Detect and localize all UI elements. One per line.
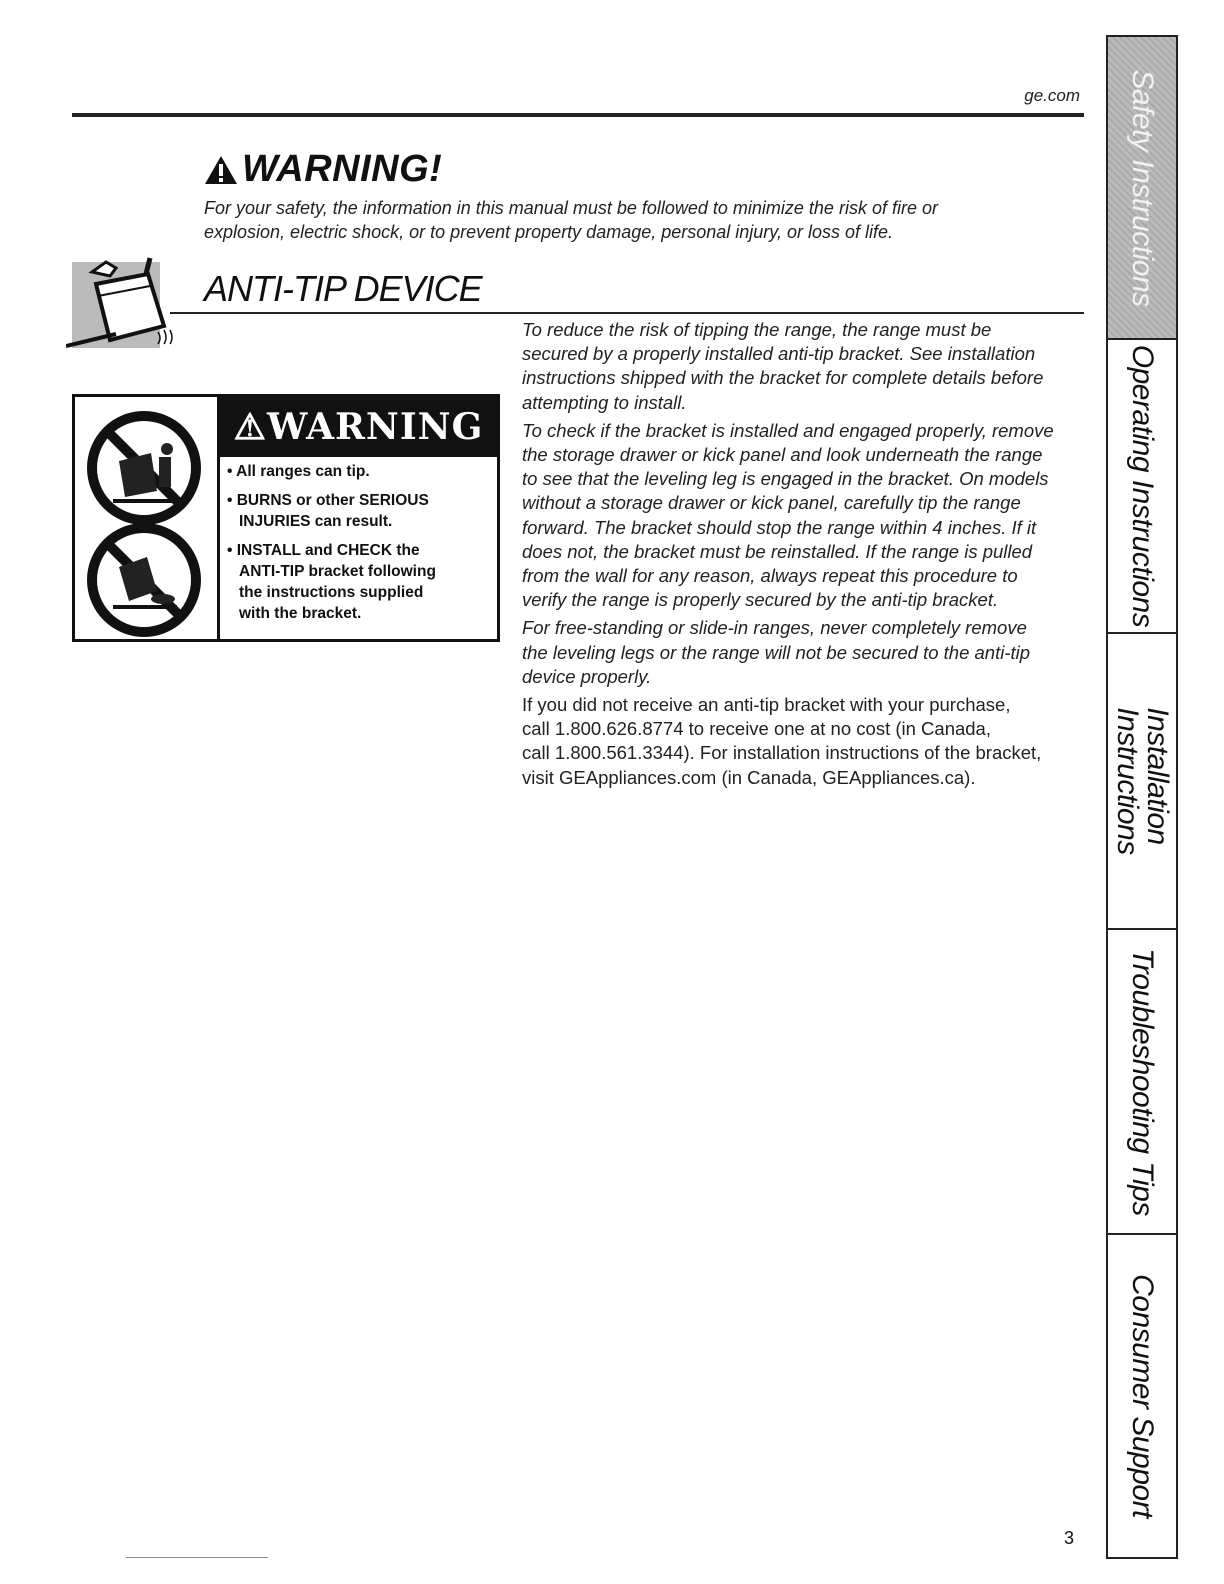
text-line: from the wall for any reason, always repeat this procedure to [522, 565, 1018, 587]
tab-label: Safety Instructions [1126, 68, 1159, 307]
warning-triangle-icon [204, 155, 238, 185]
text-line: the leveling legs or the range will not be secured to the anti-tip [522, 641, 1031, 663]
tab-label: Consumer Support [1126, 1274, 1159, 1518]
text-line: the storage drawer or kick panel and look underneath the range [522, 444, 1043, 466]
tab-label: Operating Instructions [1126, 344, 1159, 628]
text-line: call 1.800.626.8774 to receive one at no cost (in Canada, [522, 718, 991, 740]
warning-item-line: • INSTALL and CHECK the [227, 542, 420, 559]
warning-banner-icon: ⚠ [233, 406, 267, 448]
page-number: 3 [1064, 1528, 1075, 1548]
warning-item-line: the instructions supplied [239, 584, 424, 601]
footer-line [126, 1557, 268, 1558]
text-line: to see that the leveling leg is engaged in the bracket. On models [522, 468, 1049, 490]
warning-heading [204, 148, 442, 191]
warning-item-line: • BURNS or other SERIOUS [227, 492, 429, 509]
tab-label: Troubleshooting Tips [1126, 947, 1159, 1216]
warning-pictograms [75, 397, 220, 639]
text-line: call 1.800.561.3344). For installation instructions of the bracket, [522, 742, 1042, 764]
warning-list-item [227, 490, 493, 532]
warning-list-item [227, 540, 493, 624]
no-tipping-fall-icon [85, 521, 203, 639]
warning-item-line: with the bracket. [239, 605, 362, 622]
warning-text [204, 196, 938, 244]
warning-label-box [72, 394, 500, 642]
text-line: does not, the bracket must be reinstalled. If the range is pulled [522, 540, 1033, 562]
section-tabs [1106, 35, 1178, 1559]
tab-label [1112, 707, 1172, 854]
warning-text-line: For your safety, the information in this manual must be followed to minimize the risk of fire or [204, 198, 938, 218]
no-tipping-climbing-icon [85, 409, 203, 527]
text-line: attempting to install. [522, 391, 687, 413]
text-line: visit GEAppliances.com (in Canada, GEAppliances.ca). [522, 766, 976, 788]
tab-troubleshooting-tips[interactable] [1108, 930, 1176, 1235]
tipping-range-icon [66, 254, 178, 350]
warning-banner-text: WARNING [266, 406, 484, 448]
warning-item-line: INJURIES can result. [239, 513, 393, 530]
body-text [522, 318, 1082, 794]
warning-text-line: explosion, electric shock, or to prevent property damage, personal injury, or loss of life. [204, 222, 894, 242]
text-line: To check if the bracket is installed and engaged properly, remove [522, 419, 1054, 441]
section-title: ANTI-TIP DEVICE [204, 268, 482, 309]
warning-item-line: • All ranges can tip. [227, 463, 370, 480]
tab-installation-instructions[interactable] [1108, 634, 1176, 930]
section-divider [170, 312, 1084, 314]
warning-item-line: ANTI-TIP bracket following [239, 563, 436, 580]
text-line: instructions shipped with the bracket for complete details before [522, 367, 1044, 389]
paragraph-contact [522, 693, 1082, 790]
paragraph [522, 419, 1082, 613]
tab-label-line: Installation [1141, 707, 1174, 845]
text-line: For free-standing or slide-in ranges, never completely remove [522, 617, 1027, 639]
text-line: verify the range is properly secured by the anti-tip bracket. [522, 589, 999, 611]
tab-label-line: Instructions [1111, 707, 1144, 855]
text-line: To reduce the risk of tipping the range, the range must be [522, 319, 992, 340]
warning-title: WARNING! [242, 148, 443, 190]
site-url: ge.com [1024, 86, 1080, 105]
warning-list-item [227, 461, 493, 482]
text-line: forward. The bracket should stop the range within 4 inches. If it [522, 516, 1037, 538]
paragraph [522, 318, 1082, 415]
text-line: secured by a properly installed anti-tip bracket. See installation [522, 343, 1036, 365]
warning-list [227, 461, 493, 632]
tab-consumer-support[interactable] [1108, 1235, 1176, 1557]
header-divider [72, 113, 1084, 117]
text-line: device properly. [522, 665, 652, 687]
tab-operating-instructions[interactable] [1108, 340, 1176, 634]
text-line: without a storage drawer or kick panel, carefully tip the range [522, 492, 1021, 514]
tab-safety-instructions[interactable] [1108, 37, 1176, 340]
paragraph [522, 616, 1082, 689]
warning-banner [220, 397, 497, 457]
text-line: If you did not receive an anti-tip bracket with your purchase, [522, 694, 1011, 716]
